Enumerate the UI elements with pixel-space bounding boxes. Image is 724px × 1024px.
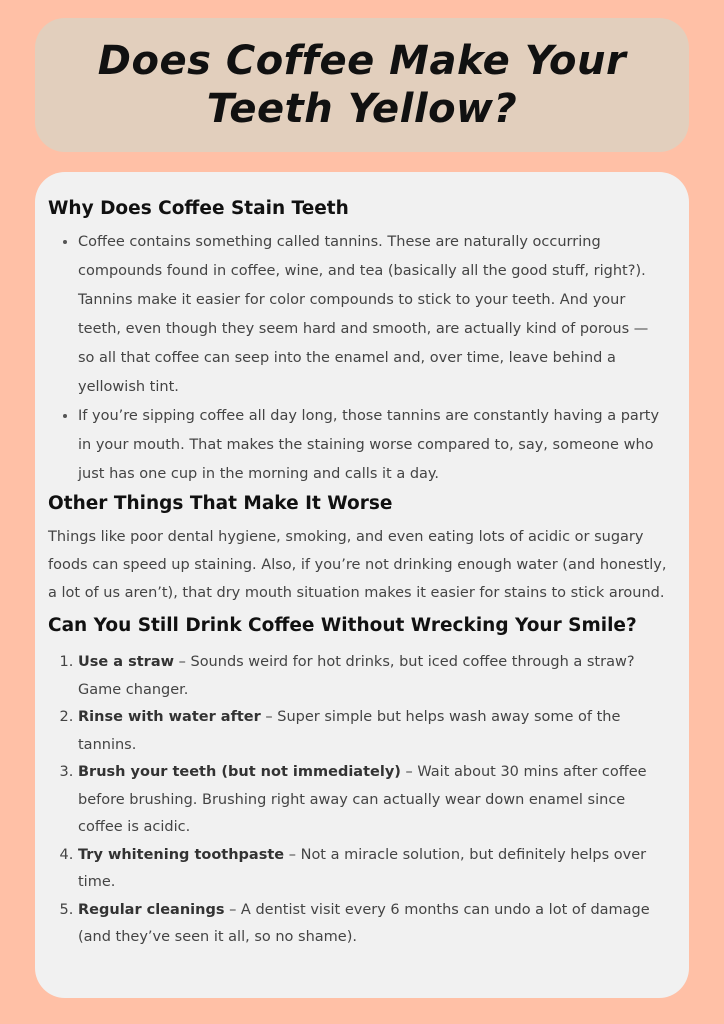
tip-text: – A dentist visit every 6 months can undo a lot of damage (and they’ve seen it all, so no shame).: [78, 901, 650, 945]
tip-title: Regular cleanings: [78, 901, 225, 918]
list-item: [78, 649, 669, 704]
page-title: Does Coffee Make Your Teeth Yellow?: [97, 38, 627, 132]
tip-text: – Super simple but helps wash away some of the tannins.: [78, 709, 621, 753]
title-banner: [35, 18, 689, 152]
list-item: [78, 759, 669, 842]
tips-list: [48, 649, 669, 952]
section-tips: [48, 613, 669, 952]
tip-title: Brush your teeth (but not immediately): [78, 764, 401, 780]
tip-title: Try whitening toothpaste: [78, 846, 285, 863]
bullet-list: [48, 228, 669, 489]
section-paragraph: Things like poor dental hygiene, smoking, and even eating lots of acidic or sugary foods can speed up staining. Also, if you’re not drinking enough water (and honestly, a lot of us aren’t), that dry mouth situation makes it easier for stains to stick around.: [48, 529, 667, 601]
bullet-item: • Coffee contains something called tannins. These are naturally occurring compounds found in coffee, wine, and tea (basically all the good stuff, right?). Tannins make it easier for color compounds to stick to your teeth. And your teeth, even though they seem hard and smooth, are actually kind of porous — so all that coffee can seep into the enamel and, over time, leave behind a yellowish tint.: [78, 228, 669, 402]
tip-title: Use a straw: [78, 654, 175, 670]
section-heading: Why Does Coffee Stain Teeth: [48, 198, 349, 219]
list-item: [78, 897, 669, 952]
section-worse: [48, 491, 669, 607]
section-heading: Can You Still Drink Coffee Without Wrecking Your Smile?: [48, 615, 637, 636]
content-card: [35, 172, 689, 998]
list-item: [78, 704, 669, 759]
tip-title: Rinse with water after: [78, 709, 261, 725]
tip-text: – Not a miracle solution, but definitely helps over time.: [78, 846, 647, 890]
tip-text: – Sounds weird for hot drinks, but iced coffee through a straw? Game changer.: [78, 654, 635, 698]
tip-text: – Wait about 30 mins after coffee before brushing. Brushing right away can actually wear down enamel since coffee is acidic.: [78, 764, 647, 835]
bullet-item: • If you’re sipping coffee all day long, those tannins are constantly having a party in your mouth. That makes the staining worse compared to, say, someone who just has one cup in the morning and calls it a day.: [78, 402, 669, 489]
section-heading: Other Things That Make It Worse: [48, 493, 393, 514]
section-why-stain: [48, 196, 669, 489]
list-item: [78, 842, 669, 897]
